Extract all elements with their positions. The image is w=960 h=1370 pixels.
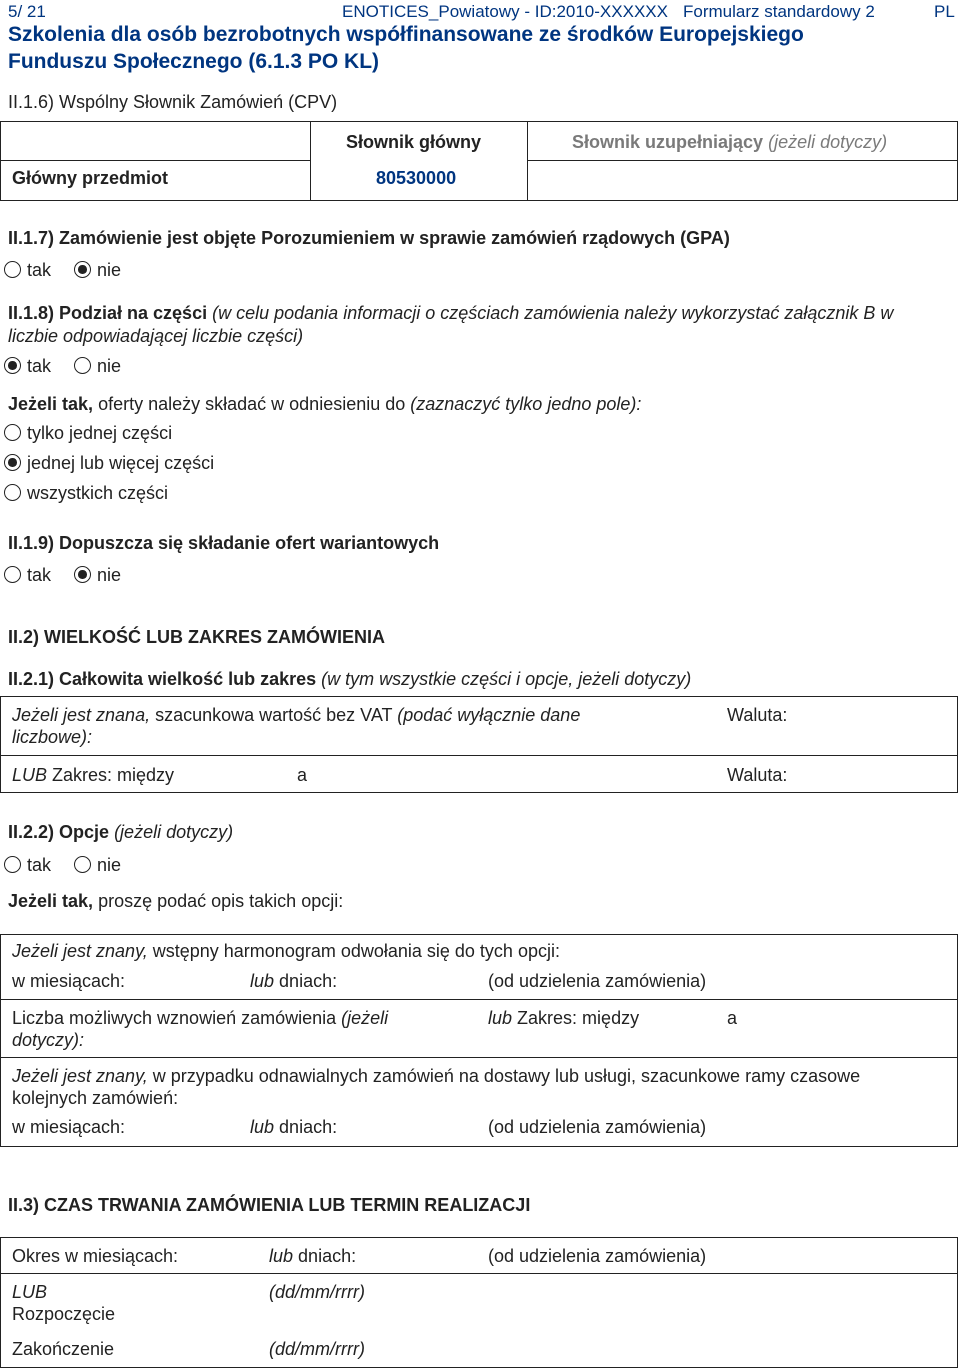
options-option-yes[interactable]: tak — [4, 855, 51, 876]
radio-empty-icon — [4, 484, 21, 501]
form-type: Formularz standardowy 2 — [683, 2, 875, 21]
radio-empty-icon — [74, 856, 91, 873]
renewals-and-label: a — [727, 1008, 738, 1028]
radio-selected-icon — [74, 566, 91, 583]
cpv-code: 80530000 — [376, 168, 457, 188]
renewal-months-label: w miesiącach: — [12, 1117, 126, 1137]
start-date-label: Rozpoczęcie — [12, 1304, 116, 1324]
renewals-label-2: dotyczy): — [12, 1030, 85, 1050]
total-quantity-heading: II.2.1) Całkowita wielkość lub zakres (w tym wszystkie części i opcje, jeżeli dotyczy) — [8, 669, 692, 689]
duration-heading: II.3) CZAS TRWANIA ZAMÓWIENIA LUB TERMIN REALIZACJI — [8, 1195, 531, 1215]
parts-heading-note: liczbie odpowiadającej liczbie części) — [8, 326, 304, 346]
gpa-option-no[interactable]: nie — [74, 260, 121, 281]
duration-months-label: Okres w miesiącach: — [12, 1246, 179, 1266]
currency-label: Waluta: — [727, 705, 788, 725]
start-date-format: (dd/mm/rrrr) — [269, 1282, 365, 1302]
radio-selected-icon — [4, 454, 21, 471]
options-from-award: (od udzielenia zamówienia) — [488, 971, 707, 991]
estimated-value-label-2: liczbowe): — [12, 727, 93, 747]
radio-selected-icon — [4, 357, 21, 374]
parts-option-yes[interactable]: tak — [4, 356, 51, 377]
quantity-row-line — [0, 755, 958, 756]
gpa-options — [4, 260, 139, 281]
page-number: 5/ 21 — [8, 2, 46, 21]
quantity-heading: II.2) WIELKOŚĆ LUB ZAKRES ZAMÓWIENIA — [8, 627, 385, 647]
end-date-label: Zakończenie — [12, 1339, 115, 1359]
parts-choice-1[interactable]: tylko jednej części — [4, 423, 172, 444]
radio-empty-icon — [4, 424, 21, 441]
renewal-timeframe-label-2: kolejnych zamówień: — [12, 1088, 179, 1108]
duration-or-label: LUB — [12, 1282, 48, 1302]
radio-empty-icon — [74, 357, 91, 374]
parts-choice-3[interactable]: wszystkich części — [4, 483, 168, 504]
variants-heading: II.1.9) Dopuszcza się składanie ofert wariantowych — [8, 533, 440, 553]
cpv-row-line — [0, 160, 310, 161]
renewal-timeframe-label: Jeżeli jest znany, w przypadku odnawialnych zamówień na dostawy lub usługi, szacunkowe ramy czasowe — [12, 1066, 861, 1086]
options-row-line-2 — [0, 1057, 958, 1058]
variants-option-yes[interactable]: tak — [4, 565, 51, 586]
options-description-label: Jeżeli tak, proszę podać opis takich opcji: — [8, 891, 344, 911]
estimated-value-label: Jeżeli jest znana, szacunkowa wartość bez VAT (podać wyłącznie dane — [12, 705, 581, 725]
options-radios — [4, 855, 139, 876]
renewal-days-label: lub dniach: — [250, 1117, 338, 1137]
range-and-label: a — [297, 765, 308, 785]
notice-title-line-2: Funduszu Społecznego (6.1.3 PO KL) — [8, 50, 380, 73]
parts-option-no[interactable]: nie — [74, 356, 121, 377]
variants-options — [4, 565, 139, 586]
duration-from-award: (od udzielenia zamówienia) — [488, 1246, 707, 1266]
options-schedule-label: Jeżeli jest znany, wstępny harmonogram odwołania się do tych opcji: — [12, 941, 560, 961]
options-months-label: w miesiącach: — [12, 971, 126, 991]
radio-empty-icon — [4, 566, 21, 583]
variants-option-no[interactable]: nie — [74, 565, 121, 586]
parts-heading: II.1.8) Podział na części (w celu podania informacji o częściach zamówienia należy wykorzystać załącznik B w — [8, 303, 894, 323]
cpv-supplementary-dictionary-header: Słownik uzupełniający (jeżeli dotyczy) — [572, 132, 888, 152]
options-option-no[interactable]: nie — [74, 855, 121, 876]
duration-row-line — [0, 1273, 958, 1274]
parts-if-yes: Jeżeli tak, oferty należy składać w odniesieniu do (zaznaczyć tylko jedno pole): — [8, 394, 642, 414]
cpv-main-dictionary-header: Słownik główny — [346, 132, 482, 152]
duration-days-label: lub dniach: — [269, 1246, 357, 1266]
notice-id: ENOTICES_Powiatowy - ID:2010-XXXXXX — [342, 2, 668, 21]
language-code: PL — [934, 2, 955, 21]
cpv-main-subject-label: Główny przedmiot — [12, 168, 169, 188]
gpa-heading: II.1.7) Zamówienie jest objęte Porozumieniem w sprawie zamówień rządowych (GPA) — [8, 228, 730, 248]
options-heading: II.2.2) Opcje (jeżeli dotyczy) — [8, 822, 234, 842]
radio-empty-icon — [4, 261, 21, 278]
radio-empty-icon — [4, 856, 21, 873]
renewal-from-award: (od udzielenia zamówienia) — [488, 1117, 707, 1137]
renewals-range-label: lub Zakres: między — [488, 1008, 640, 1028]
parts-options — [4, 356, 139, 377]
renewals-label: Liczba możliwych wznowień zamówienia (jeżeli — [12, 1008, 389, 1028]
currency-label-2: Waluta: — [727, 765, 788, 785]
cpv-divider-1 — [310, 121, 311, 201]
radio-selected-icon — [74, 261, 91, 278]
cpv-row-line-2 — [528, 160, 958, 161]
options-box — [0, 934, 958, 1147]
end-date-format: (dd/mm/rrrr) — [269, 1339, 365, 1359]
range-label: LUB Zakres: między — [12, 765, 175, 785]
cpv-heading: II.1.6) Wspólny Słownik Zamówień (CPV) — [8, 92, 338, 112]
options-row-line — [0, 999, 958, 1000]
options-days-label: lub dniach: — [250, 971, 338, 991]
gpa-option-yes[interactable]: tak — [4, 260, 51, 281]
parts-choice-2[interactable]: jednej lub więcej części — [4, 453, 214, 474]
notice-title-line-1: Szkolenia dla osób bezrobotnych współfinansowane ze środków Europejskiego — [8, 23, 804, 46]
